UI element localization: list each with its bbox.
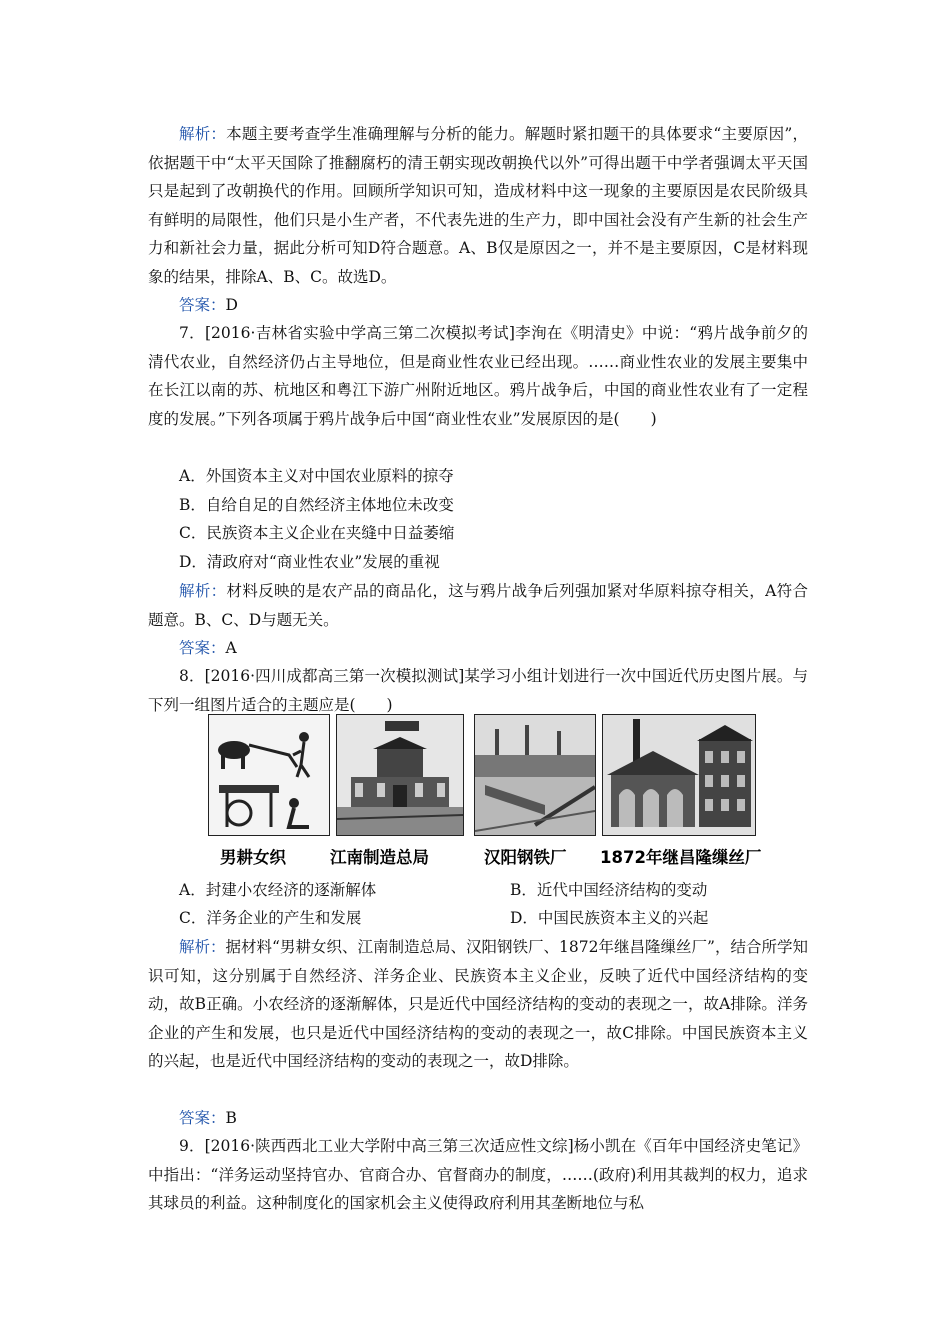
q8-explanation	[148, 933, 808, 1076]
q8-stem: 8．[2016·四川成都高三第一次模拟测试]某学习小组计划进行一次中国近代历史图片展。与下列一组图片适合的主题应是( )	[148, 667, 808, 714]
picture-jiangnan-arsenal	[336, 714, 464, 836]
q7-answer-value: A	[225, 639, 237, 657]
q8-answer-value: B	[225, 1109, 237, 1127]
q7-explanation	[148, 577, 808, 634]
q6-explanation	[148, 120, 808, 292]
q8-answer	[148, 1104, 808, 1133]
q7-option-d: D．清政府对“商业性农业”发展的重视	[179, 553, 440, 571]
q7-stem: 7．[2016·吉林省实验中学高三第二次模拟考试]李洵在《明清史》中说：“鸦片战争前夕的清代农业，自然经济仍占主导地位，但是商业性农业已经出现。……商业性农业的发展主要集中在长江以南的苏、杭地区和粤江下游广州附近地区。鸦片战争后，中国的商业性农业有了一定程度的发展。”下列各项属于鸦片战争后中国“商业性农业”发展原因的是( )	[148, 324, 808, 428]
q6-explanation-text: 本题主要考查学生准确理解与分析的能力。解题时紧扣题干的具体要求“主要原因”，依据题干中“太平天国除了推翻腐朽的清王朝实现改朝换代以外”可得出题干中学者强调太平天国只是起到了改朝换代的作用。回顾所学知识可知，造成材料中这一现象的主要原因是农民阶级具有鲜明的局限性，他们只是小生产者，不代表先进的生产力，即中国社会没有产生新的社会生产力和新社会力量，据此分析可知D符合题意。A、B仅是原因之一，并不是主要原因，C是材料现象的结果，排除A、B、C。故选D。	[148, 125, 808, 286]
q8-option-d: D．中国民族资本主义的兴起	[510, 909, 709, 927]
answer-label: 答案：	[179, 296, 226, 314]
picture-hanyang-ironworks	[474, 714, 596, 836]
picture-farming-weaving	[208, 714, 330, 836]
explanation-label: 解析：	[179, 582, 227, 600]
q8-figure	[208, 714, 768, 874]
q7-explanation-text: 材料反映的是农产品的商品化，这与鸦片战争后列强加紧对华原料掠夺相关，A符合题意。B、C、D与题无关。	[148, 582, 808, 629]
q7-option-c: C．民族资本主义企业在夹缝中日益萎缩	[179, 524, 455, 542]
q6-answer	[148, 291, 808, 320]
explanation-label: 解析：	[179, 938, 226, 956]
answer-label: 答案：	[179, 1109, 226, 1127]
q8-option-b: B．近代中国经济结构的变动	[510, 881, 708, 899]
picture-jichanglong-factory	[602, 714, 756, 836]
q8-explanation-text: 据材料“男耕女织、江南制造总局、汉阳钢铁厂、1872年继昌隆缫丝厂”，结合所学知识可知，这分别属于自然经济、洋务企业、民族资本主义企业，反映了近代中国经济结构的变动，故B正确。小农经济的逐渐解体，只是近代中国经济结构的变动的表现之一，故A排除。洋务企业的产生和发展，也只是近代中国经济结构的变动的表现之一，故C排除。中国民族资本主义的兴起，也是近代中国经济结构的变动的表现之一，故D排除。	[148, 938, 808, 1071]
figure-caption-2: 江南制造总局	[330, 848, 429, 867]
figure-caption-4: 1872年继昌隆缫丝厂	[600, 848, 762, 867]
answer-label: 答案：	[179, 639, 226, 657]
q7-option-a: A．外国资本主义对中国农业原料的掠夺	[179, 467, 454, 485]
q9-stem: 9．[2016·陕西西北工业大学附中高三第三次适应性文综]杨小凯在《百年中国经济史笔记》中指出：“洋务运动坚持官办、官商合办、官督商办的制度，……(政府)利用其裁判的权力，追求其球员的利益。这种制度化的国家机会主义使得政府利用其垄断地位与私	[148, 1137, 808, 1213]
q7-answer	[148, 634, 808, 663]
q6-answer-value: D	[225, 296, 238, 314]
explanation-label: 解析：	[179, 125, 227, 143]
q7-option-b: B．自给自足的自然经济主体地位未改变	[179, 496, 454, 514]
figure-caption-3: 汉阳钢铁厂	[484, 848, 567, 867]
figure-caption-1: 男耕女织	[220, 848, 286, 867]
q8-option-a: A．封建小农经济的逐渐解体	[179, 881, 377, 899]
q8-option-c: C．洋务企业的产生和发展	[179, 909, 362, 927]
